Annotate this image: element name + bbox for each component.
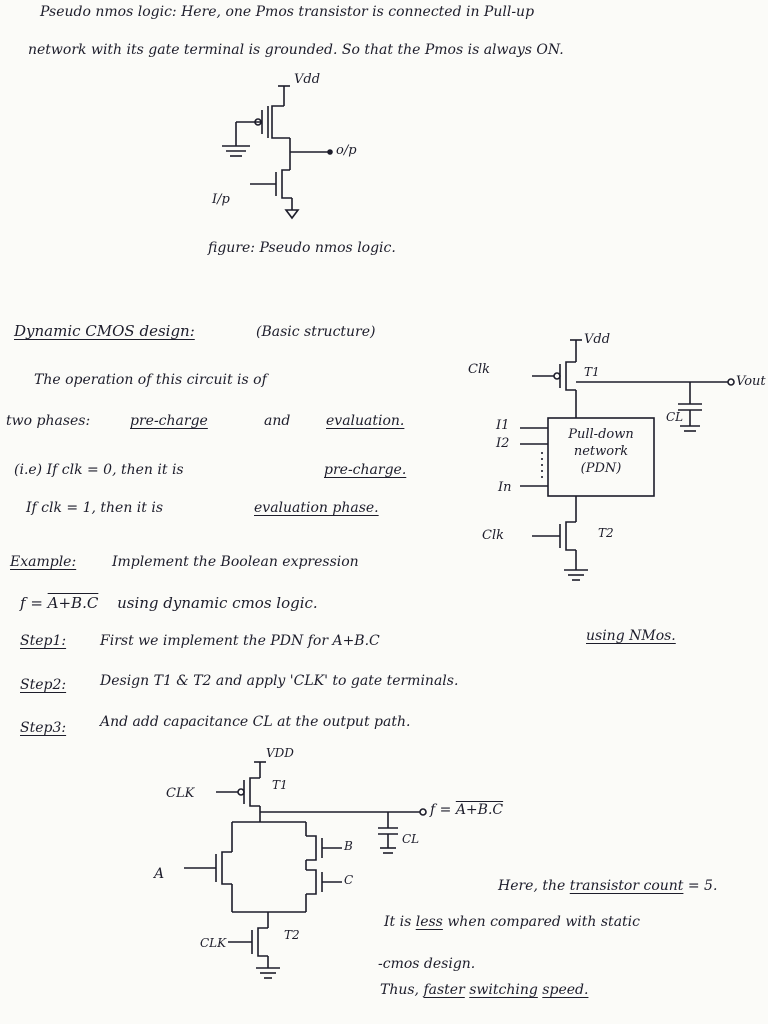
conclusion-line-1 xyxy=(498,878,717,894)
dynamic-precharge-2: pre-charge. xyxy=(324,462,407,478)
fig3-t2-label: T2 xyxy=(284,928,300,942)
conclusion-switching: switching xyxy=(469,982,538,998)
dynamic-para-3a: (i.e) If clk = 0, then it is xyxy=(14,462,184,478)
pdn-line-1: Pull-down xyxy=(568,427,634,442)
fig3-vdd-label: VDD xyxy=(266,746,294,760)
conclusion-line-3: -cmos design. xyxy=(378,956,476,972)
fig3-b-label: B xyxy=(344,839,353,853)
pdn-line-3: (PDN) xyxy=(580,461,622,476)
expr-lhs: f = xyxy=(20,594,48,612)
fig3-output-bar: A+B.C xyxy=(455,802,504,818)
fig2-t1-label: T1 xyxy=(584,365,600,379)
fig3-clk-top-label: CLK xyxy=(166,786,195,801)
conclusion-l2a: It is xyxy=(384,914,412,930)
dynamic-evaluation: evaluation. xyxy=(326,413,405,429)
step3-label: Step3: xyxy=(20,720,67,736)
fig3-output-lhs: f = xyxy=(430,802,456,818)
step2-text: Design T1 & T2 and apply 'CLK' to gate terminals. xyxy=(100,673,459,689)
step3-text: And add capacitance CL at the output path. xyxy=(100,714,411,730)
fig3-a-label: A xyxy=(154,866,165,882)
dynamic-evaluation-phase: evaluation phase. xyxy=(254,500,379,516)
example-label: Example: xyxy=(10,554,77,570)
intro-line-1: Pseudo nmos logic: Here, one Pmos transistor is connected in Pull-up xyxy=(40,4,535,20)
fig3-c-label: C xyxy=(344,873,354,887)
conclusion-l1c: = 5. xyxy=(687,878,718,894)
fig2-clk-bottom-label: Clk xyxy=(482,528,504,543)
conclusion-speed: speed. xyxy=(542,982,589,998)
step1-tail: using NMos. xyxy=(586,628,676,644)
fig2-cap-label: CL xyxy=(666,410,684,424)
conclusion-faster: faster xyxy=(423,982,465,998)
expr-bar: A+B.C xyxy=(47,594,99,612)
dynamic-para-2a: two phases: xyxy=(6,413,91,429)
conclusion-transistor-count: transistor count xyxy=(569,878,684,894)
step2-label: Step2: xyxy=(20,677,67,693)
step1-label: Step1: xyxy=(20,633,67,649)
fig2-clk-top-label: Clk xyxy=(468,362,490,377)
conclusion-less: less xyxy=(415,914,443,930)
fig3-t1-label: T1 xyxy=(272,778,288,792)
fig2-input-1: I1 xyxy=(496,418,510,433)
fig3-cap-label: CL xyxy=(402,832,420,846)
conclusion-l2c: when compared with static xyxy=(447,914,640,930)
dynamic-heading: Dynamic CMOS design: xyxy=(14,322,195,340)
fig2-input-n: In xyxy=(498,480,512,495)
dynamic-para-4a: If clk = 1, then it is xyxy=(26,500,164,516)
fig2-vdd-label: Vdd xyxy=(584,332,611,347)
fig2-input-2: I2 xyxy=(496,436,510,451)
fig1-output-label: o/p xyxy=(336,143,357,158)
dynamic-para-1: The operation of this circuit is of xyxy=(34,372,267,388)
pdn-line-2: network xyxy=(573,444,629,459)
dynamic-subheading: (Basic structure) xyxy=(256,324,376,340)
fig3-clk-bottom-label: CLK xyxy=(200,936,227,950)
conclusion-line-4 xyxy=(380,982,588,998)
fig1-input-label: I/p xyxy=(212,192,230,207)
intro-line-2: network with its gate terminal is grounded. So that the Pmos is always ON. xyxy=(28,42,564,58)
example-text: Implement the Boolean expression xyxy=(112,554,359,570)
step1-text: First we implement the PDN for A+B.C xyxy=(100,633,380,649)
expr-rest: using dynamic cmos logic. xyxy=(117,594,318,612)
fig1-caption: figure: Pseudo nmos logic. xyxy=(208,240,396,256)
conclusion-l4a: Thus, xyxy=(380,982,420,998)
dynamic-and: and xyxy=(264,413,291,429)
conclusion-line-2 xyxy=(384,914,640,930)
dynamic-precharge: pre-charge xyxy=(130,413,208,429)
fig2-t2-label: T2 xyxy=(598,526,614,540)
fig2-vout-label: Vout xyxy=(736,374,766,389)
fig1-vdd-label: Vdd xyxy=(294,72,321,87)
fig3-output-label xyxy=(430,802,503,818)
conclusion-l1a: Here, the xyxy=(498,878,566,894)
